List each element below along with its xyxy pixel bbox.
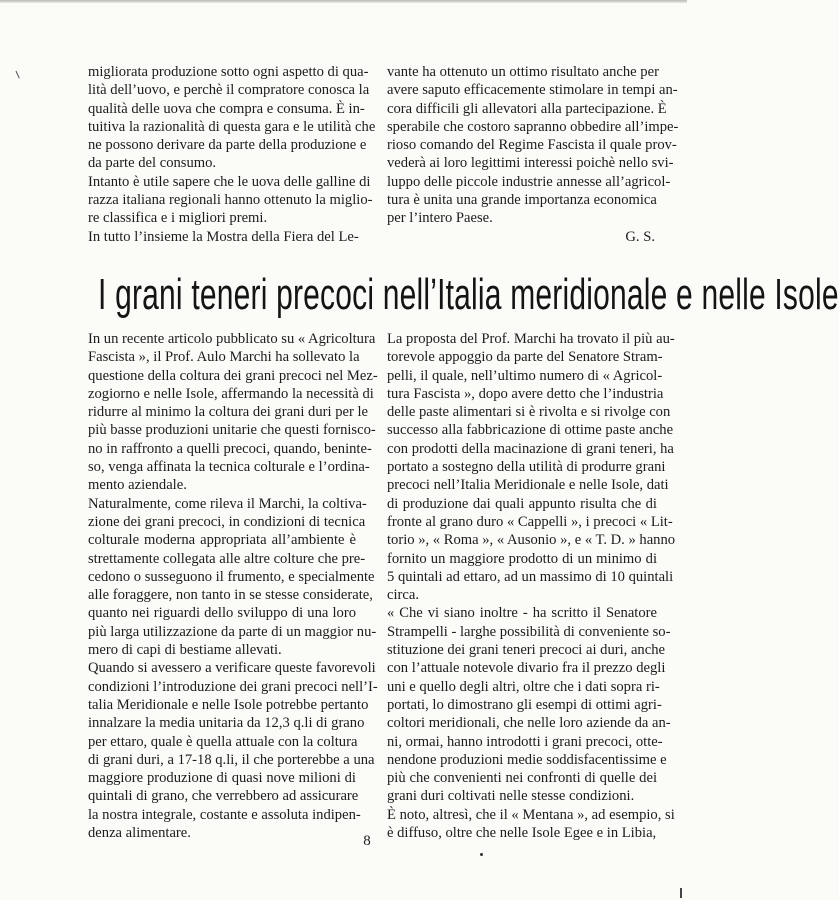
text-line: più basse produzioni unitarie che questi fornisco- — [88, 422, 376, 439]
text-line: ne possono derivare da parte della produzione e — [88, 137, 367, 154]
text-line: cora difficili gli allevatori alla partecipazione. È — [387, 100, 667, 117]
text-line: quintali di grano, che verrebbero ad assicurare — [88, 788, 359, 805]
text-line: portato a sostegno della utilità di produrre grani — [387, 459, 666, 476]
text-line: luppo delle piccole industrie annesse all’agricol- — [387, 173, 671, 190]
text-line: Naturalmente, come rileva il Marchi, la coltiva- — [88, 495, 367, 512]
text-line: precoci nell’Italia Meridionale e nelle Isole, dati — [387, 477, 669, 494]
text-line: la nostra integrale, costante e assoluta indipen- — [88, 806, 361, 823]
text-line: è diffuso, oltre che nelle Isole Egee e in Libia, — [387, 825, 657, 842]
text-line: nendone produzioni medie soddisfacentissime e — [387, 751, 667, 768]
text-line: per l’intero Paese. — [387, 210, 493, 227]
article-right-column — [387, 330, 676, 842]
text-line: torio », « Roma », « Ausonio », e « T. D. » hanno — [387, 532, 676, 549]
text-line: portati, lo dimostrano gli esempi di ottimi agri- — [387, 696, 662, 713]
text-line: di grani duri, a 17-18 q.li, il che porterebbe a una — [88, 751, 375, 768]
text-line: circa. — [387, 587, 419, 604]
margin-mark — [15, 70, 22, 79]
top-left-column — [88, 63, 376, 246]
text-line: alle foraggere, non tanto in se stesse considerate, — [88, 587, 373, 604]
text-line: razza italiana regionali hanno ottenuto la miglio- — [88, 192, 373, 209]
text-line: In tutto l’insieme la Mostra della Fiera del Le- — [88, 228, 359, 245]
text-line: coltori meridionali, che nelle loro aziende da an- — [387, 715, 671, 732]
article-title: I grani teneri precoci nell’Italia meridionale e nelle Isole — [98, 271, 839, 320]
text-line: È noto, altresì, che il « Mentana », ad esempio, si — [387, 806, 675, 823]
text-line: « Che vi siano inoltre - ha scritto il Senatore — [387, 605, 657, 622]
text-line: con l’attuale notevole divario fra il prezzo degli — [387, 660, 666, 677]
text-line: mero di capi di bestiame allevati. — [88, 642, 282, 659]
text-line: so, venga affinata la tecnica colturale e l’ordina- — [88, 459, 370, 476]
text-line: per ettaro, quale è quella attuale con la coltura — [88, 733, 358, 750]
text-line: tuitiva la razionalità di questa gara e le utilità che — [88, 118, 376, 135]
text-line: vante ha ottenuto un ottimo risultato anche per — [387, 64, 659, 80]
text-line: tura Fascista », dopo avere detto che l’industria — [387, 385, 664, 402]
text-line: di produzione dai quali appunto risulta che di — [387, 495, 657, 512]
text-line: ni, ormai, hanno introdotti i grani precoci, otte- — [387, 733, 663, 750]
text-line: stituzione dei grani teneri precoci ai duri, anche — [387, 642, 665, 659]
text-line: questione della coltura dei grani precoci nel Mez- — [88, 367, 378, 384]
text-line: talia Meridionale e nelle Isole potrebbe pertanto — [88, 696, 369, 713]
text-line: successo alla fabbricazione di ottime paste anche — [387, 422, 674, 439]
text-line: torevole appoggio da parte del Senatore Stram- — [387, 349, 663, 366]
text-line: zogiorno e nelle Isole, affermando la necessità di — [88, 385, 374, 402]
text-line: condizioni l’introduzione dei grani precoci nell’I- — [88, 678, 378, 695]
text-line: Strampelli - larghe possibilità di conveniente so- — [387, 623, 671, 640]
text-line: tura è unita una grande importanza economica — [387, 192, 657, 209]
text-line: pelli, il quale, nell’ultimo numero di « Agricol- — [387, 367, 663, 384]
text-line: più che convenienti nei confronti di quelle dei — [387, 770, 657, 787]
edge-mark — [680, 888, 682, 898]
text-line: rioso comando del Regime Fascista il quale prov- — [387, 137, 677, 154]
text-line: lità dell’uovo, e perchè il compratore conosca la — [88, 82, 370, 99]
text-line: zione dei grani precoci, in condizioni di tecnica — [88, 513, 366, 530]
text-line: In un recente articolo pubblicato su « Agricoltura — [88, 331, 376, 347]
page-number: 8 — [363, 833, 371, 849]
text-line: innalzare la media unitaria da 12,3 q.li di grano — [88, 715, 365, 732]
text-line: fronte al grano duro « Cappelli », i precoci « Lit- — [387, 513, 673, 530]
text-line: grani duri coltivati nelle stesse condizioni. — [387, 788, 635, 805]
text-line: 5 quintali ad ettaro, ad un massimo di 10 quintali — [387, 568, 674, 585]
text-line: ridurre al minimo la coltura dei grani duri per le — [88, 404, 369, 421]
text-line: avere saputo efficacemente stimolare in tempi an- — [387, 82, 678, 99]
text-line: maggiore produzione di quasi nove milioni di — [88, 770, 356, 787]
top-right-column — [387, 63, 679, 246]
text-line: migliorata produzione sotto ogni aspetto di qua- — [88, 64, 369, 80]
text-line: Fascista », il Prof. Aulo Marchi ha sollevato la — [88, 349, 360, 366]
text-line: quanto nei riguardi dello sviluppo di una loro — [88, 605, 356, 622]
print-speck — [480, 853, 483, 856]
text-line: uni e quello degli altri, oltre che i dati sopra ri- — [387, 678, 660, 695]
text-line: Quando si avessero a verificare queste favorevoli — [88, 660, 376, 677]
author-signature: G. S. — [625, 228, 655, 245]
top-edge-rule — [0, 0, 687, 3]
text-line: denza alimentare. — [88, 825, 191, 842]
text-line: colturale moderna appropriata all’ambiente è — [88, 532, 356, 549]
text-line: cedono o susseguono il frumento, e specialmente — [88, 568, 375, 585]
text-line: La proposta del Prof. Marchi ha trovato il più au- — [387, 331, 675, 347]
article-left-column — [88, 330, 378, 842]
text-line: da parte del consumo. — [88, 155, 217, 172]
text-line: fornito un maggiore prodotto di un minimo di — [387, 550, 657, 567]
text-line: vederà ai loro legittimi interessi poichè nello svi- — [387, 155, 674, 172]
text-line: re classifica e i migliori premi. — [88, 210, 268, 227]
text-line: sperabile che costoro sapranno obbedire all’impe- — [387, 118, 679, 135]
text-line: più larga utilizzazione da parte di un maggior nu- — [88, 623, 377, 640]
text-line: con prodotti della macinazione di grani teneri, ha — [387, 440, 674, 457]
text-line: mento aziendale. — [88, 477, 187, 494]
text-line: strettamente collegata alle altre colture che pre- — [88, 550, 366, 567]
text-line: qualità delle uova che compra e consuma. È in- — [88, 100, 365, 117]
text-line: delle paste alimentari si è rivolta e si rivolge con — [387, 404, 671, 421]
text-line: Intanto è utile sapere che le uova delle galline di — [88, 173, 371, 190]
text-line: no in raffronto a quelli precoci, quando, beninte- — [88, 440, 372, 457]
